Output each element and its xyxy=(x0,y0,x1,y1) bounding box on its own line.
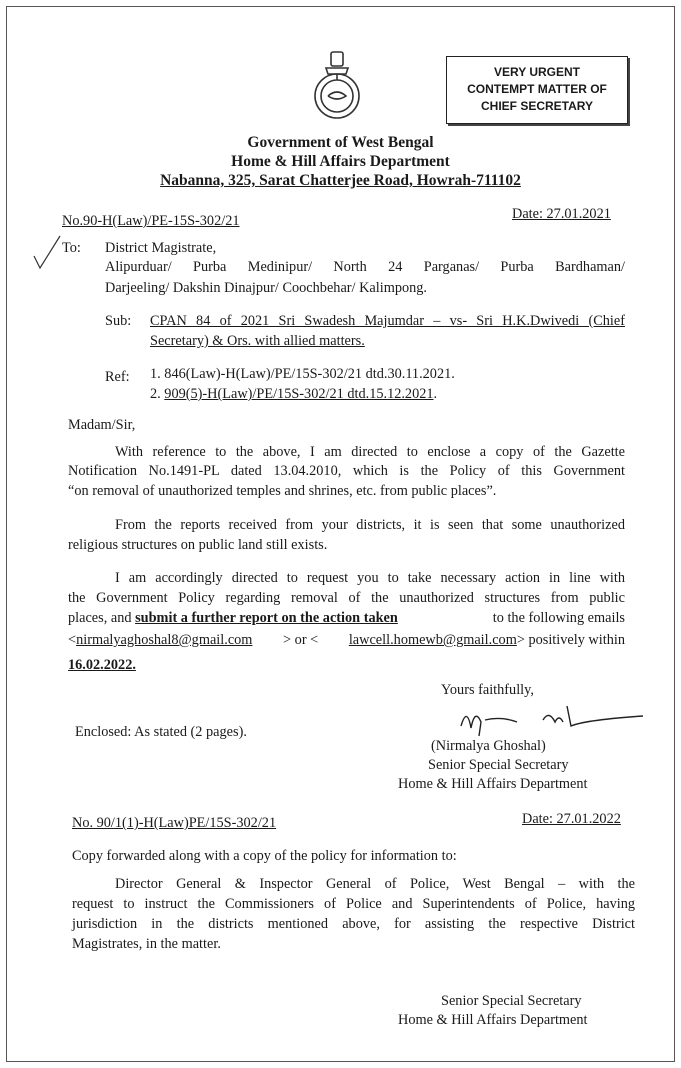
memo-number: No.90-H(Law)/PE-15S-302/21 xyxy=(62,213,240,229)
signatory-designation: Senior Special Secretary xyxy=(428,757,569,773)
para2-line-2: religious structures on public land still exists. xyxy=(68,537,328,553)
footer-designation: Senior Special Secretary xyxy=(441,993,582,1009)
para4-line-3: jurisdiction in the districts mentioned above, for assisting the respective District xyxy=(72,916,635,932)
email-link-1[interactable]: nirmalyaghoshal8@gmail.com xyxy=(76,632,253,648)
subject-line-2: Secretary) & Ors. with allied matters. xyxy=(150,333,365,349)
signature-image xyxy=(455,700,645,740)
deadline-date: 16.02.2022. xyxy=(68,657,136,673)
para3-line-1: I am accordingly directed to request you to take necessary action in line with xyxy=(115,570,625,586)
handwritten-tick-mark xyxy=(32,234,62,274)
para3-l4-end: > positively within xyxy=(516,632,625,648)
urgent-notice-box xyxy=(446,56,628,124)
para3-line-2: the Government Policy regarding removal of the unauthorized structures from public xyxy=(68,590,625,606)
para4-line-1: Director General & Inspector General of Police, West Bengal – with the xyxy=(115,876,635,892)
state-emblem-icon xyxy=(306,44,368,124)
memo2-number: No. 90/1(1)-H(Law)PE/15S-302/21 xyxy=(72,815,277,831)
salutation: Madam/Sir, xyxy=(68,417,136,433)
email-link-2[interactable]: lawcell.homewb@gmail.com xyxy=(348,632,517,648)
to-line-1: District Magistrate, xyxy=(105,240,217,256)
memo2-date: Date: 27.01.2022 xyxy=(522,811,621,827)
header-address: Nabanna, 325, Sarat Chatterjee Road, Howrah-711102 xyxy=(160,172,521,189)
copy-forwarded-line: Copy forwarded along with a copy of the policy for information to: xyxy=(72,848,457,864)
para2-line-1: From the reports received from your districts, it is seen that some unauthorized xyxy=(115,517,625,533)
urgent-line-2: CONTEMPT MATTER OF xyxy=(467,82,607,96)
para3-l4-a: <nirmalyaghoshal8@gmail.com xyxy=(68,632,253,648)
para1-line-2: Notification No.1491-PL dated 13.04.2010, which is the Policy of this Government xyxy=(68,463,625,479)
para3-l3-text: places, and xyxy=(68,610,136,626)
subject-label: Sub: xyxy=(105,313,132,329)
to-line-2: Alipurduar/ Purba Medinipur/ North 24 Parganas/ Purba Bardhaman/ xyxy=(105,259,625,275)
ref-2-text: 909(5)-H(Law)/PE/15S-302/21 dtd.15.12.2021 xyxy=(164,386,434,402)
para3-emphasis: submit a further report on the action taken xyxy=(135,610,398,626)
to-line-3: Darjeeling/ Dakshin Dinajpur/ Coochbehar/ Kalimpong. xyxy=(105,280,428,296)
ref-line-2 xyxy=(150,386,437,403)
memo-date: Date: 27.01.2021 xyxy=(512,206,611,222)
para3-l4-mid: > or < xyxy=(283,632,319,648)
para4-line-2: request to instruct the Commissioners of Police and Superintendents of Police, having xyxy=(72,896,635,912)
to-label: To: xyxy=(62,240,81,256)
ref-2-end: . xyxy=(433,386,438,402)
header-department: Home & Hill Affairs Department xyxy=(231,153,450,170)
ref-2-number: 2. xyxy=(150,386,165,402)
header-govt: Government of West Bengal xyxy=(247,134,434,151)
closing: Yours faithfully, xyxy=(441,682,534,698)
ref-line-1: 1. 846(Law)-H(Law)/PE/15S-302/21 dtd.30.11.2021. xyxy=(150,366,455,382)
urgent-line-3: CHIEF SECRETARY xyxy=(480,99,593,113)
urgent-line-1: VERY URGENT xyxy=(493,65,580,79)
para1-line-3: “on removal of unauthorized temples and shrines, etc. from public places”. xyxy=(68,483,497,499)
para3-l3-tail: to the following emails xyxy=(492,610,625,626)
para3-l3-a xyxy=(68,610,398,627)
para3-line-4 xyxy=(68,632,625,649)
para3-l4-b xyxy=(349,632,625,649)
enclosures: Enclosed: As stated (2 pages). xyxy=(75,724,247,740)
para3-line-3 xyxy=(68,610,625,627)
para1-line-1: With reference to the above, I am directed to enclose a copy of the Gazette xyxy=(115,444,625,460)
signatory-name: (Nirmalya Ghoshal) xyxy=(431,738,546,754)
para4-line-4: Magistrates, in the matter. xyxy=(72,936,221,952)
signatory-department: Home & Hill Affairs Department xyxy=(398,776,588,792)
subject-line-1: CPAN 84 of 2021 Sri Swadesh Majumdar – vs- Sri H.K.Dwivedi (Chief xyxy=(150,313,625,329)
footer-department: Home & Hill Affairs Department xyxy=(398,1012,588,1028)
ref-label: Ref: xyxy=(105,369,130,385)
